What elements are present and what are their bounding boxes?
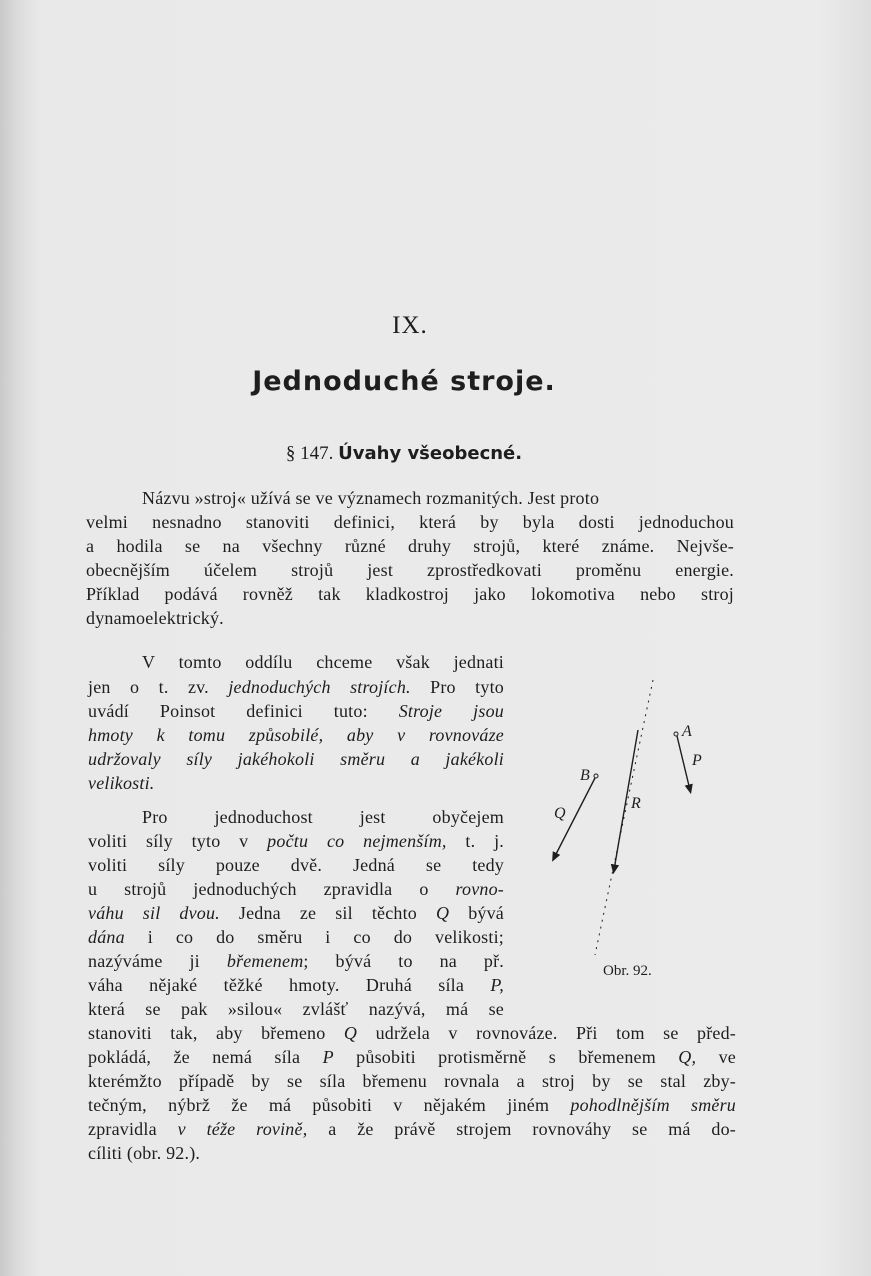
line-of-action-dotted bbox=[595, 680, 653, 955]
paragraph3-line-8: váha nějaké těžké hmoty. Druhá síla P, bbox=[88, 975, 504, 995]
paragraph2-line-1: V tomto oddílu chceme však jednati bbox=[142, 652, 504, 672]
paragraph1-line-1: Názvu »stroj« užívá se ve významech rozmanitých. Jest proto bbox=[142, 488, 600, 508]
paragraph1-line-2: velmi nesnadno stanoviti definici, která by byla dosti jednoduchou bbox=[86, 512, 734, 532]
paragraph2-line-3: uvádí Poinsot definici tuto: Stroje jsou bbox=[88, 701, 504, 721]
label-A: A bbox=[682, 723, 692, 740]
chapter-title: Jednoduché stroje. bbox=[252, 366, 556, 397]
paragraph3-line-4: u strojů jednoduchých zpravidla o rovno- bbox=[88, 879, 504, 899]
paragraph3-line-6: dána i co do směru i co do velikosti; bbox=[88, 927, 504, 947]
paragraph3-line-2: voliti síly tyto v počtu co nejmenším, t. j. bbox=[88, 831, 505, 851]
paragraph1-line-5: Příklad podává rovněž tak kladkostroj jako lokomotiva nebo stroj bbox=[86, 584, 734, 604]
paragraph3-line-12: kterémžto případě by se síla břemenu rovnala a stroj by se stal zby- bbox=[88, 1071, 736, 1091]
paragraph3-line-1: Pro jednoduchost jest obyčejem bbox=[142, 807, 504, 827]
paragraph3-line-10: stanoviti tak, aby břemeno Q udržela v rovnováze. Při tom se před- bbox=[88, 1023, 736, 1043]
label-R: R bbox=[631, 795, 641, 812]
paragraph3-line-9: která se pak »silou« zvlášť nazývá, má se bbox=[88, 999, 504, 1019]
paragraph1-line-4: obecnějším účelem strojů jest zprostředkovati proměnu energie. bbox=[86, 560, 734, 580]
paragraph2-line-2: jen o t. zv. jednoduchých strojích. Pro tyto bbox=[88, 677, 504, 697]
paragraph3-line-11: pokládá, že nemá síla P působiti protisměrně s břemenem Q, ve bbox=[88, 1047, 736, 1067]
paragraph3-line-3: voliti síly pouze dvě. Jedná se tedy bbox=[88, 855, 504, 875]
paragraph1-line-3: a hodila se na všechny různé druhy strojů, které známe. Nejvše- bbox=[86, 536, 734, 556]
paragraph2-line-6: velikosti. bbox=[88, 773, 155, 793]
paragraph3-line-14: zpravidla v téže rovině, a že právě strojem rovnováhy se má do- bbox=[88, 1119, 736, 1139]
force-P-arrow bbox=[677, 736, 690, 790]
paragraph3-line-15: cíliti (obr. 92.). bbox=[88, 1143, 201, 1163]
section-heading bbox=[0, 443, 808, 465]
paragraph3-line-7: nazýváme ji břemenem; bývá to na př. bbox=[88, 951, 504, 971]
section-mark: § 147. bbox=[285, 443, 334, 464]
paragraph2-line-5: udržovaly síly jakéhokoli směru a jakékoli bbox=[88, 749, 504, 769]
label-P: P bbox=[692, 752, 702, 769]
point-A bbox=[674, 732, 678, 736]
label-B: B bbox=[580, 767, 590, 784]
figure-92 bbox=[540, 670, 740, 990]
point-B bbox=[594, 774, 598, 778]
paragraph1-line-6: dynamoelektrický. bbox=[86, 608, 224, 628]
chapter-number: IX. bbox=[392, 312, 428, 339]
paragraph3-line-5: váhu sil dvou. Jedna ze sil těchto Q bývá bbox=[88, 903, 504, 923]
section-title: Úvahy všeobecné. bbox=[338, 443, 523, 464]
paragraph3-line-13: tečným, nýbrž že má působiti v nějakém jiném pohodlnějším směru bbox=[88, 1095, 736, 1115]
label-Q: Q bbox=[554, 805, 566, 822]
figure-caption: Obr. 92. bbox=[603, 963, 652, 979]
paragraph2-line-4: hmoty k tomu způsobilé, aby v rovnováze bbox=[88, 725, 504, 745]
force-diagram bbox=[540, 670, 740, 990]
